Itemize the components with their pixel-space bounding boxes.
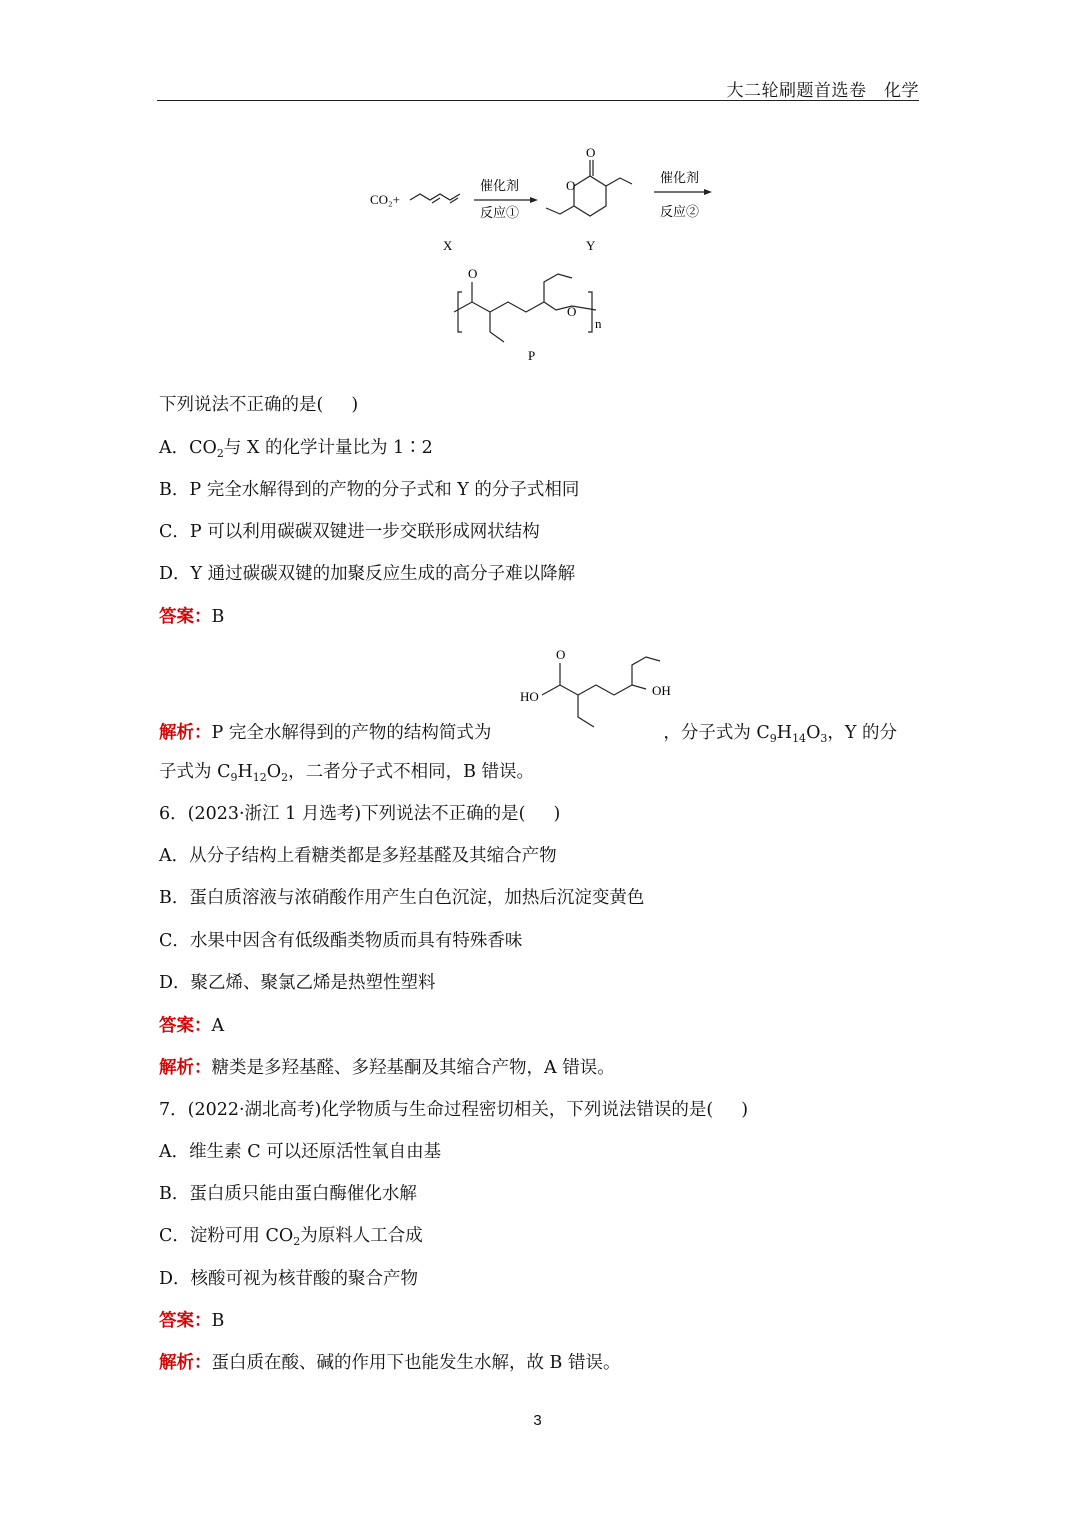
q5-stem-text: 下列说法不正确的是(: [159, 395, 324, 415]
prod-ho: HO: [520, 689, 539, 704]
bracket-right: [588, 292, 592, 332]
q6-option-c: C．水果中因含有低级酯类物质而具有特殊香味: [159, 931, 523, 951]
f1-h: H: [776, 723, 793, 743]
q7-analysis-text: 蛋白质在酸、碱的作用下也能发生水解，故 B 错误。: [211, 1353, 621, 1373]
f2-sub1: 9: [230, 771, 238, 784]
page-header: [157, 76, 919, 101]
p-carbonyl-o: O: [468, 266, 478, 281]
q5-option-c: C．P 可以利用碳碳双键进一步交联形成网状结构: [159, 522, 540, 542]
q7-analysis: [159, 1352, 620, 1374]
q6-answer: [159, 1015, 224, 1037]
q7-c-sub: 2: [293, 1235, 301, 1248]
q5-option-d: D．Y 通过碳碳双键的加聚反应生成的高分子难以降解: [159, 564, 576, 584]
f2-sub3: 2: [281, 771, 289, 784]
y-carbonyl-o: O: [586, 145, 596, 160]
q5-analysis-line2: [159, 761, 534, 783]
q5-a-sub: 2: [216, 447, 224, 460]
header-title: 大二轮刷题首选卷 化学: [726, 81, 919, 101]
f1-sub2: 14: [792, 732, 807, 745]
y-exo-alkene: [606, 178, 632, 186]
f2-o: O: [266, 762, 282, 782]
q5-a-pre: A．CO: [159, 438, 217, 458]
label-p: P: [528, 348, 536, 363]
arrow-2-bottom: 反应②: [660, 204, 700, 219]
arrow-1-bottom: 反应①: [480, 205, 520, 220]
bracket-left: [458, 292, 462, 332]
arrow-2-top: 催化剂: [660, 170, 700, 185]
q6-option-b: B．蛋白质溶液与浓硝酸作用产生白色沉淀，加热后沉淀变黄色: [159, 888, 645, 908]
q6-stem-end: ): [553, 804, 561, 824]
label-x: X: [443, 238, 453, 253]
q5-analysis-mid2: ，Y 的分: [827, 723, 898, 743]
label-y: Y: [586, 238, 596, 253]
q5-analysis-pre: P 完全水解得到的产物的结构简式为: [211, 723, 492, 743]
y-vinyl: [546, 206, 574, 214]
q6-option-d: D．聚乙烯、聚氯乙烯是热塑性塑料: [159, 973, 436, 993]
page-number: 3: [533, 1412, 542, 1429]
q5-stem-end: ): [351, 395, 359, 415]
reaction-scheme: [362, 140, 722, 260]
q6-answer-label: 答案：: [159, 1016, 212, 1036]
q5-line2-post: ，二者分子式不相同，B 错误。: [288, 762, 534, 782]
q7-answer: [159, 1310, 224, 1332]
q5-option-a: [159, 437, 433, 459]
p-n-subscript: n: [595, 316, 602, 331]
q7-answer-value: B: [211, 1311, 225, 1331]
q6-analysis-text: 糖类是多羟基醛、多羟基酮及其缩合产物，A 错误。: [211, 1058, 615, 1078]
q7-option-d: D．核酸可视为核苷酸的聚合产物: [159, 1269, 419, 1289]
y-ring-o: O: [566, 178, 576, 193]
q5-analysis-mid: ，分子式为 C: [663, 723, 770, 743]
q6-answer-value: A: [211, 1016, 225, 1036]
q5-option-b: B．P 完全水解得到的产物的分子式和 Y 的分子式相同: [159, 480, 580, 500]
q5-stem: [159, 394, 358, 416]
q7-option-c: [159, 1225, 423, 1247]
prod-oh: OH: [652, 683, 671, 698]
q6-stem: [159, 803, 560, 825]
q7-option-a: A．维生素 C 可以还原活性氧自由基: [159, 1142, 442, 1162]
q5-answer-label: 答案：: [159, 607, 212, 627]
q5-a-post: 与 X 的化学计量比为 1∶2: [223, 438, 433, 458]
q5-analysis-line1: [159, 722, 917, 744]
arrow-1-head: [530, 197, 538, 203]
q7-c-post: 为原料人工合成: [300, 1226, 423, 1246]
q7-stem-end: ): [741, 1100, 749, 1120]
q7-option-b: B．蛋白质只能由蛋白酶催化水解: [159, 1184, 417, 1204]
q7-c-pre: C．淀粉可用 CO: [159, 1226, 294, 1246]
prod-carbonyl-o: O: [556, 647, 566, 662]
q6-stem-text: 6．(2023·浙江 1 月选考)下列说法不正确的是(: [159, 804, 526, 824]
f2-sub2: 12: [252, 771, 267, 784]
f2-h: H: [237, 762, 253, 782]
q5-answer-value: B: [211, 607, 225, 627]
arrow-2-head: [704, 189, 712, 195]
q5-answer: [159, 606, 224, 628]
q7-answer-label: 答案：: [159, 1311, 212, 1331]
co2-plus-label: CO₂+: [370, 192, 400, 207]
arrow-1-top: 催化剂: [480, 178, 520, 193]
prod-chain: [542, 685, 646, 695]
q5-line2-pre: 子式为 C: [159, 762, 231, 782]
q7-stem: [159, 1099, 748, 1121]
q6-analysis-label: 解析：: [159, 1058, 212, 1078]
prod-vinyl: [632, 657, 660, 685]
y-lactone-ring: [574, 176, 606, 216]
p-ethylidene: [490, 312, 504, 342]
f1-o: O: [806, 723, 821, 743]
q5-analysis-label: 解析：: [159, 723, 212, 743]
p-vinyl-top: [544, 274, 572, 302]
p-ester-o: O: [567, 304, 577, 319]
q7-analysis-label: 解析：: [159, 1353, 212, 1373]
q7-stem-text: 7．(2022·湖北高考)化学物质与生命过程密切相关，下列说法错误的是(: [159, 1100, 714, 1120]
q6-analysis: [159, 1057, 615, 1079]
butadiene-x: [410, 194, 460, 200]
f1-sub1: 9: [769, 732, 777, 745]
polymer-p: [440, 262, 610, 366]
f1-sub3: 3: [820, 732, 828, 745]
q6-option-a: A．从分子结构上看糖类都是多羟基醛及其缩合产物: [159, 846, 557, 866]
